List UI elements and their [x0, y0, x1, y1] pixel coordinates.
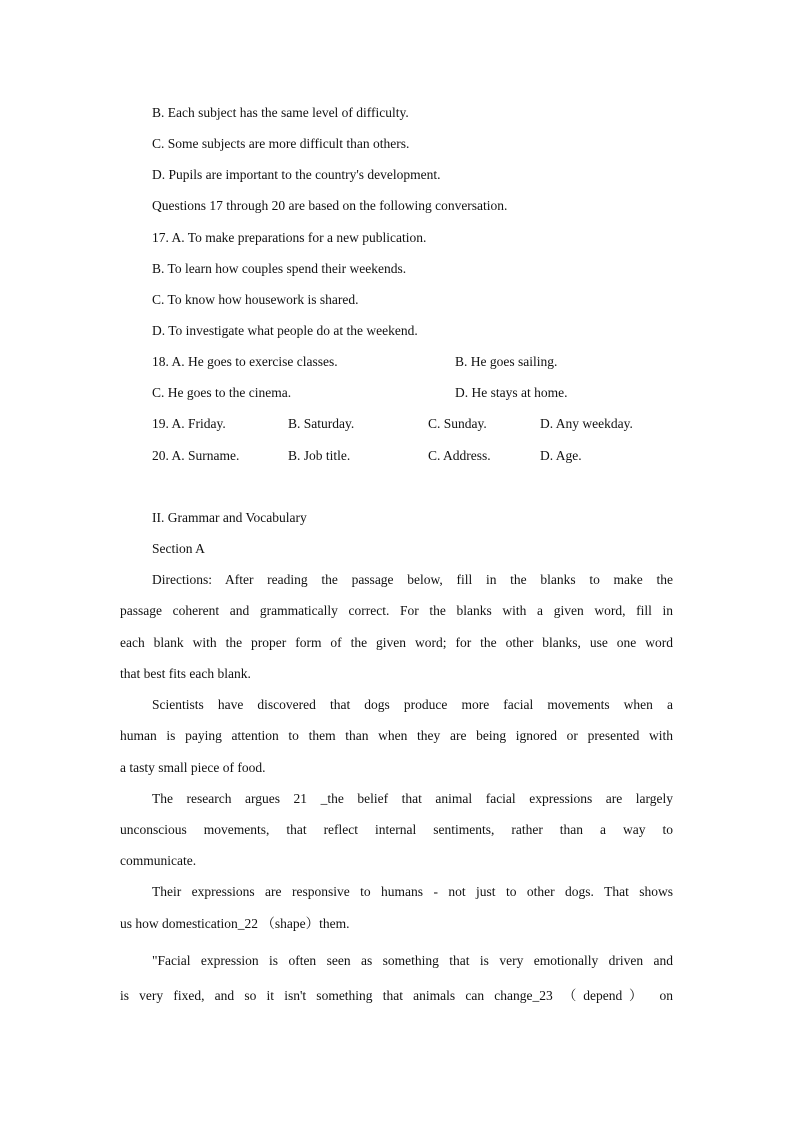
q16-option-b: B. Each subject has the same level of difficulty. [152, 105, 409, 120]
q17-option-d: D. To investigate what people do at the weekend. [152, 323, 418, 338]
q17-20-intro: Questions 17 through 20 are based on the following conversation. [152, 198, 508, 213]
q19-option-c: C. Sunday. [428, 416, 487, 431]
q19-option-b: B. Saturday. [288, 416, 355, 431]
q20-option-b: B. Job title. [288, 448, 351, 463]
directions-line: passage coherent and grammatically correct. For the blanks with a given word, fill in [120, 603, 673, 618]
passage-line: "Facial expression is often seen as something that is very emotionally driven and [152, 953, 673, 968]
q17-option-a: 17. A. To make preparations for a new publication. [152, 230, 427, 245]
passage-line: us how domestication_22 （shape）them. [120, 916, 350, 931]
q17-option-b: B. To learn how couples spend their weekends. [152, 261, 407, 276]
passage-line: Scientists have discovered that dogs produce more facial movements when a [152, 697, 673, 712]
passage-line: unconscious movements, that reflect internal sentiments, rather than a way to [120, 822, 673, 837]
q16-option-d: D. Pupils are important to the country's development. [152, 167, 441, 182]
q20-option-d: D. Age. [540, 448, 582, 463]
q18-option-c: C. He goes to the cinema. [152, 385, 292, 400]
q18-option-a: 18. A. He goes to exercise classes. [152, 354, 338, 369]
q20-option-c: C. Address. [428, 448, 491, 463]
q16-option-c: C. Some subjects are more difficult than others. [152, 136, 410, 151]
q19-option-a: 19. A. Friday. [152, 416, 226, 431]
passage-line: a tasty small piece of food. [120, 760, 266, 775]
directions-line: each blank with the proper form of the given word; for the other blanks, use one word [120, 635, 673, 650]
q18-option-b: B. He goes sailing. [455, 354, 558, 369]
passage-line: The research argues 21 _the belief that animal facial expressions are largely [152, 791, 673, 806]
passage-line: human is paying attention to them than when they are being ignored or presented with [120, 728, 673, 743]
q18-option-d: D. He stays at home. [455, 385, 568, 400]
q17-option-c: C. To know how housework is shared. [152, 292, 359, 307]
section-label: Section A [152, 541, 205, 556]
passage-line: communicate. [120, 853, 197, 868]
passage-line: Their expressions are responsive to humans - not just to other dogs. That shows [152, 884, 673, 899]
section-heading: II. Grammar and Vocabulary [152, 510, 307, 525]
passage-line: is very fixed, and so it isn't something that animals can change_23 （depend） on [120, 988, 673, 1003]
directions-line: Directions: After reading the passage below, fill in the blanks to make the [152, 572, 673, 587]
q20-option-a: 20. A. Surname. [152, 448, 240, 463]
directions-line: that best fits each blank. [120, 666, 251, 681]
q19-option-d: D. Any weekday. [540, 416, 633, 431]
